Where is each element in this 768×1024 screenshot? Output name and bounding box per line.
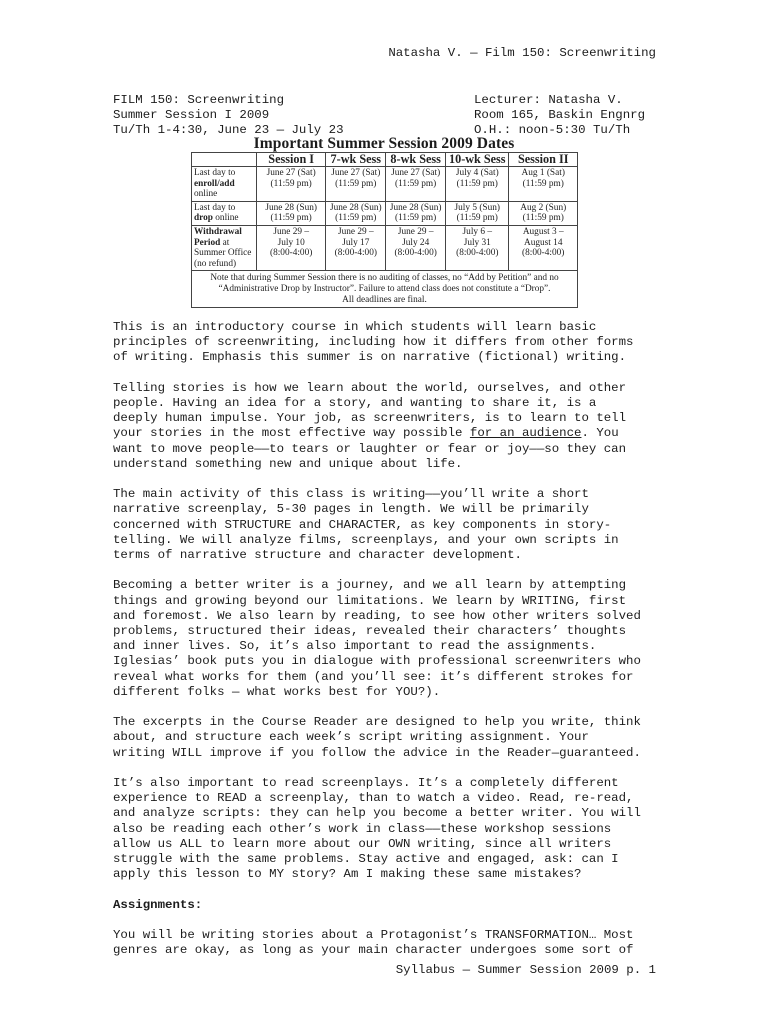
date-cell: July 6 – July 31 (8:00-4:00) [446, 225, 509, 270]
dates-table-header-row [192, 153, 578, 167]
running-header: Natasha V. — Film 150: Screenwriting [388, 46, 656, 60]
paragraph-assignments: You will be writing stories about a Protagonist’s TRANSFORMATION… Most genres are okay, as long as your main character undergoes some sort of [113, 928, 634, 958]
date-cell: June 29 – July 24 (8:00-4:00) [386, 225, 446, 270]
date-cell: June 29 – July 10 (8:00-4:00) [257, 225, 326, 270]
syllabus-body [113, 320, 658, 974]
page-footer: Syllabus — Summer Session 2009 p. 1 [395, 963, 656, 977]
row-label: Last day to drop online [192, 201, 257, 225]
paragraph-main-activity: The main activity of this class is writing——you’ll write a short narrative screenplay, 5-30 pages in length. We will be primarily concerned with STRUCTURE and CHARACTER, as key components in story- telling. We will analyze films, screenplays, and your own scripts in terms of narrative structure and character development. [113, 487, 619, 563]
row-label: Withdrawal Period at Summer Office (no refund) [192, 225, 257, 270]
paragraph-telling-stories: Telling stories is how we learn about the world, ourselves, and other people. Having an idea for a story, and wanting to share it, is a deeply human impulse. Your job, as screenwriters, is to learn to tell your stories in the most effective way possible for an audience. You want to move people——to tears or laughter or fear or joy——so they can understand something new and unique about life. [113, 380, 627, 471]
lecturer-name: Lecturer: Natasha V. [474, 93, 623, 107]
table-note-row [192, 271, 578, 308]
header-cell: 7-wk Sess [326, 153, 386, 167]
date-cell: Aug 1 (Sat) (11:59 pm) [509, 167, 578, 202]
paragraph-better-writer: Becoming a better writer is a journey, and we all learn by attempting things and growing beyond our limitations. We learn by WRITING, first and foremost. We also learn by reading, to see how other writers solved problems, structured their ideas, revealed their characters’ thoughts and inner lives. So, it’s also important to read the assignments. Iglesias’ book puts you in dialogue with professional screenwriters who reveal what works for them (and you’ll see: it’s different strokes for different folks — what works best for YOU?). [113, 578, 641, 699]
date-cell: June 28 (Sun) (11:59 pm) [326, 201, 386, 225]
paragraph-intro: This is an introductory course in which students will learn basic principles of screenwriting, including how it differs from other forms of writing. Emphasis this summer is on narrative (fictional) writing. [113, 320, 634, 365]
dates-table-title: Important Summer Session 2009 Dates [253, 135, 515, 152]
dates-table [191, 152, 578, 308]
office-hours: O.H.: noon-5:30 Tu/Th [474, 123, 631, 138]
date-cell: June 27 (Sat) (11:59 pm) [386, 167, 446, 202]
date-cell: July 4 (Sat) (11:59 pm) [446, 167, 509, 202]
course-schedule: Tu/Th 1-4:30, June 23 — July 23 [113, 123, 344, 138]
header-cell [192, 153, 257, 167]
date-cell: Aug 2 (Sun) (11:59 pm) [509, 201, 578, 225]
table-note: Note that during Summer Session there is no auditing of classes, no “Add by Petition” and no “Administrative Drop by Instructor”. Failure to attend class does not constitute a “Drop”. All deadlines are final. [192, 271, 578, 308]
course-title: FILM 150: Screenwriting [113, 93, 285, 107]
date-cell: June 27 (Sat) (11:59 pm) [326, 167, 386, 202]
date-cell: June 28 (Sun) (11:59 pm) [257, 201, 326, 225]
paragraph-course-reader: The excerpts in the Course Reader are designed to help you write, think about, and structure each week’s script writing assignment. Your writing WILL improve if you follow the advice in the Reader—guaranteed. [113, 715, 641, 760]
paragraph-read-screenplays: It’s also important to read screenplays. It’s a completely different experience to READ a screenplay, than to watch a video. Read, re-read, and analyze scripts: they can help you become a better writer. You will also be reading each other’s work in class——these workshop sessions allow us ALL to learn more about our OWN writing, since all writers struggle with the same problems. Stay active and engaged, ask: can I apply this lesson to MY story? Am I making these same mistakes? [113, 776, 641, 882]
date-cell: August 3 – August 14 (8:00-4:00) [509, 225, 578, 270]
lecturer-info [474, 93, 645, 139]
header-cell: 8-wk Sess [386, 153, 446, 167]
course-session: Summer Session I 2009 [113, 108, 270, 123]
course-info [113, 93, 344, 139]
lecturer-room: Room 165, Baskin Engnrg [474, 108, 646, 123]
date-cell: June 29 – July 17 (8:00-4:00) [326, 225, 386, 270]
header-cell: Session I [257, 153, 326, 167]
assignments-heading: Assignments: [113, 897, 203, 912]
table-row [192, 225, 578, 270]
table-row [192, 167, 578, 202]
date-cell: July 5 (Sun) (11:59 pm) [446, 201, 509, 225]
header-cell: Session II [509, 153, 578, 167]
header-cell: 10-wk Sess [446, 153, 509, 167]
row-label: Last day to enroll/add online [192, 167, 257, 202]
date-cell: June 27 (Sat) (11:59 pm) [257, 167, 326, 202]
table-row [192, 201, 578, 225]
date-cell: June 28 (Sun) (11:59 pm) [386, 201, 446, 225]
